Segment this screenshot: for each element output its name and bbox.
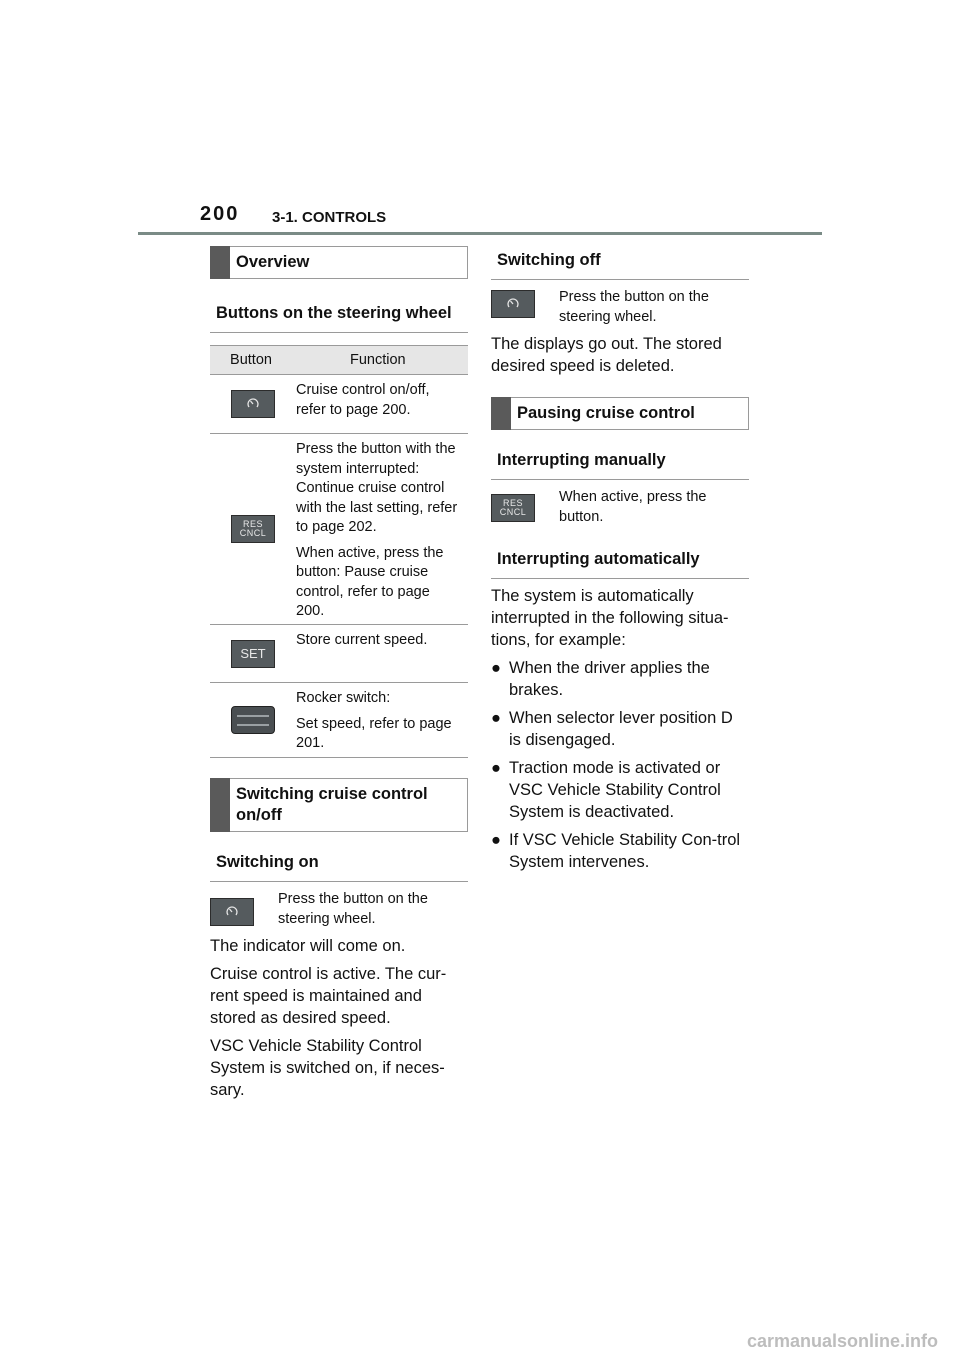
overview-heading: Overview <box>210 246 468 279</box>
row-text: When active, press the button: Pause cruise control, refer to page 200. <box>296 544 444 619</box>
bullet-text: Traction mode is activated or VSC Vehicle Stability Control System is deactivated. <box>509 759 721 821</box>
table-row <box>210 434 468 625</box>
cruise-icon <box>491 290 535 318</box>
cncl-label: CNCL <box>239 528 267 538</box>
row-text: Cruise control on/off, refer to page 200. <box>296 382 430 418</box>
buttons-heading: Buttons on the steering wheel <box>210 301 468 333</box>
table-header <box>210 345 468 375</box>
section-title: 3-1. CONTROLS <box>272 209 387 226</box>
switching-on-instruction <box>210 890 468 929</box>
table-header-function: Function <box>350 352 406 368</box>
table-row <box>210 683 468 758</box>
right-column <box>491 246 749 879</box>
paragraph: The system is automatically interrupted in the following situa-tions, for example: <box>491 587 729 649</box>
bullet-text: If VSC Vehicle Stability Con-trol System intervenes. <box>509 831 741 871</box>
paragraph: The displays go out. The stored desired speed is deleted. <box>491 335 722 375</box>
page-number: 200 <box>200 203 240 225</box>
switching-off-heading: Switching off <box>491 246 749 280</box>
left-column <box>210 246 468 1107</box>
set-icon <box>231 640 275 668</box>
instruction-text: When active, press the button. <box>559 489 707 525</box>
instruction-text: Press the button on the steering wheel. <box>278 891 428 927</box>
list-item <box>491 657 749 701</box>
paragraph: VSC Vehicle Stability Control System is switched on, if neces-sary. <box>210 1037 445 1099</box>
switching-off-instruction <box>491 288 749 327</box>
manual-instruction <box>491 488 749 527</box>
interrupting-manually-heading: Interrupting manually <box>491 448 749 480</box>
paragraph: The indicator will come on. <box>210 937 406 955</box>
row-text: Press the button with the system interrupted: Continue cruise control with the last setting, refer to page 202. <box>296 441 458 535</box>
cruise-icon <box>210 898 254 926</box>
bullet-dot: ● <box>491 831 501 849</box>
switching-on-heading: Switching on <box>210 850 468 882</box>
list-item <box>491 707 749 751</box>
res-cncl-icon <box>491 494 535 522</box>
header-rule <box>138 232 822 235</box>
rocker-switch-icon <box>231 706 275 734</box>
table-row <box>210 375 468 434</box>
page-header <box>0 0 960 240</box>
bullet-text: When selector lever position D is disengaged. <box>509 709 733 749</box>
cncl-label: CNCL <box>499 507 527 517</box>
row-text: Store current speed. <box>296 632 428 648</box>
switching-heading: Switching cruise control on/off <box>210 778 468 832</box>
bullet-dot: ● <box>491 659 501 677</box>
pausing-heading: Pausing cruise control <box>491 397 749 430</box>
bullet-dot: ● <box>491 759 501 777</box>
interrupting-automatically-heading: Interrupting automatically <box>491 547 749 579</box>
table-header-button: Button <box>230 352 272 368</box>
bullet-text: When the driver applies the brakes. <box>509 659 710 699</box>
res-label: RES <box>502 498 523 508</box>
res-label: RES <box>242 519 263 529</box>
list-item <box>491 757 749 823</box>
bullet-dot: ● <box>491 709 501 727</box>
paragraph: Cruise control is active. The cur-rent speed is maintained and stored as desired speed. <box>210 965 447 1027</box>
table-row <box>210 625 468 683</box>
res-cncl-icon <box>231 515 275 543</box>
list-item <box>491 829 749 873</box>
instruction-text: Press the button on the steering wheel. <box>559 289 709 325</box>
watermark: carmanualsonline.info <box>746 1331 938 1351</box>
row-text: Rocker switch: <box>296 690 391 706</box>
set-label: SET <box>240 646 266 661</box>
row-text: Set speed, refer to page 201. <box>296 715 452 751</box>
cruise-icon <box>231 390 275 418</box>
